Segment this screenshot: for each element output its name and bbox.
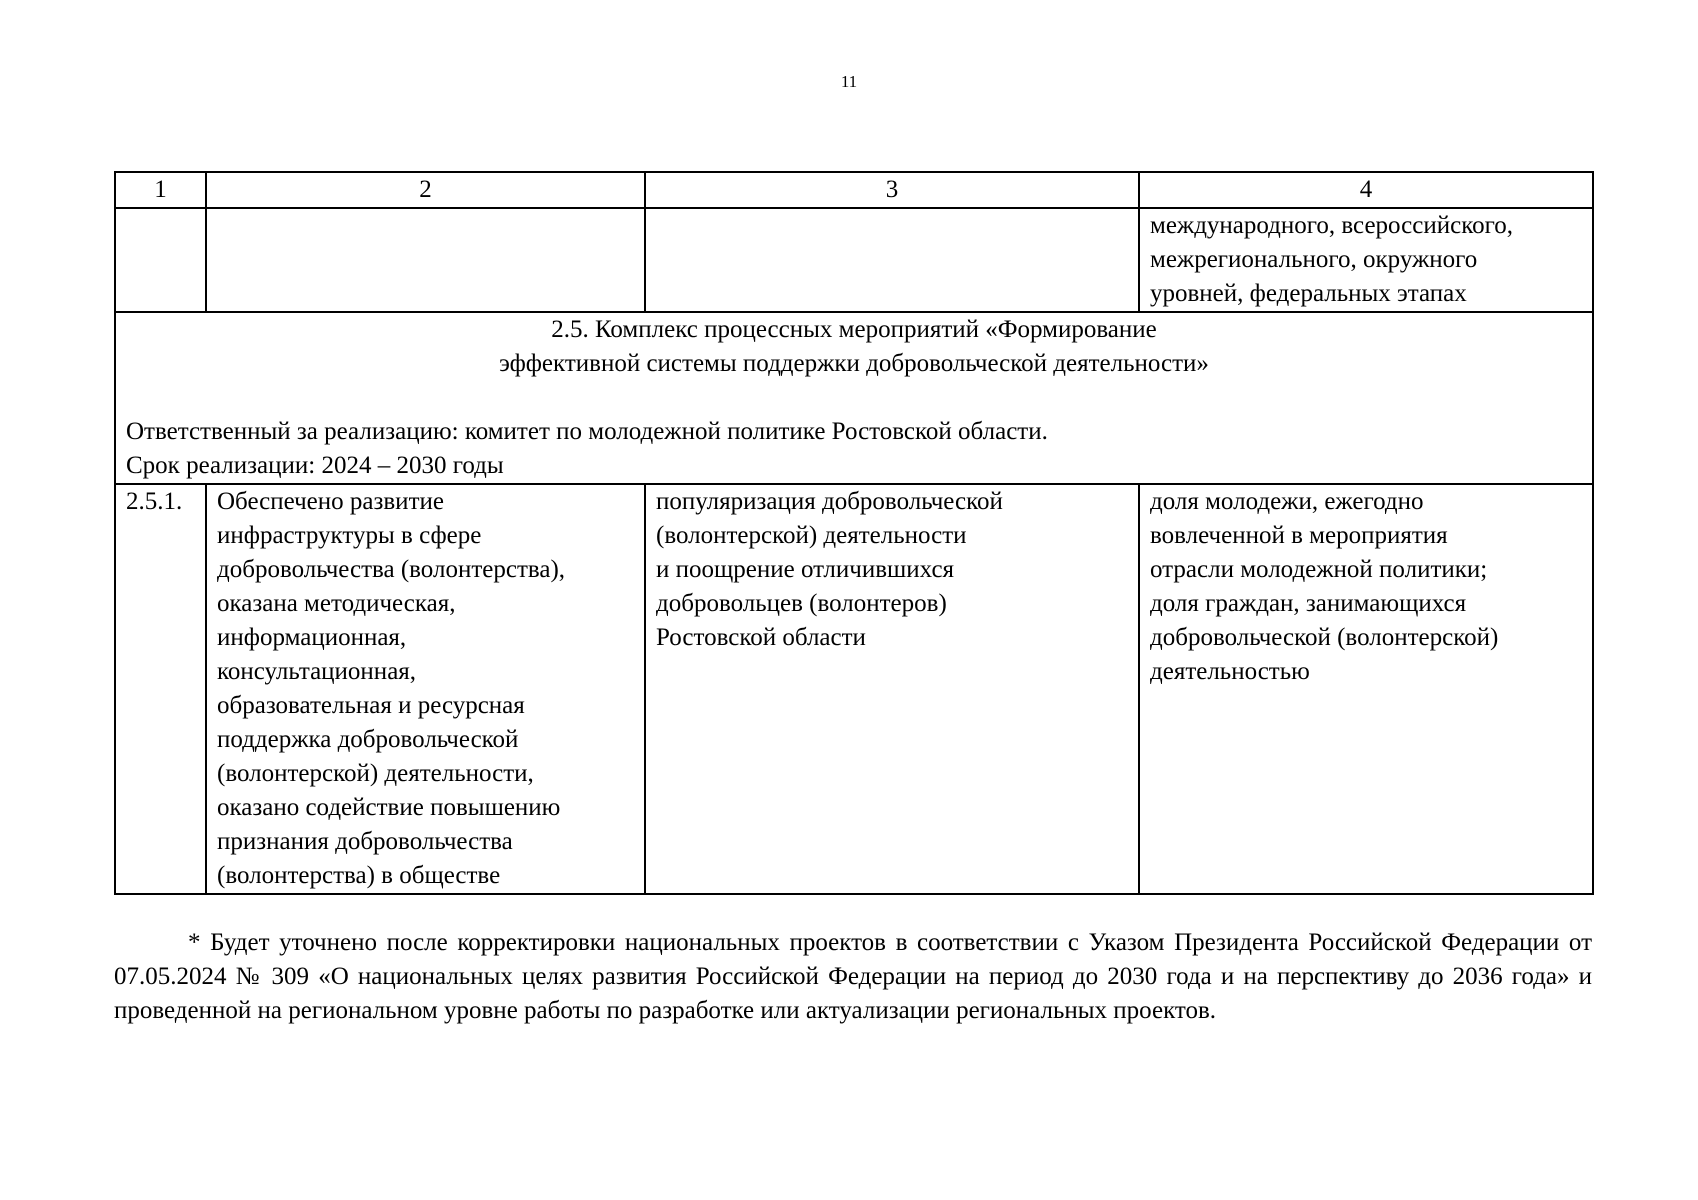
cell-line: (волонтерской) деятельности, bbox=[217, 760, 534, 787]
cell-line: оказана методическая, bbox=[217, 590, 456, 617]
cell-line: образовательная и ресурсная bbox=[217, 692, 525, 719]
cell-line: международного, всероссийского, bbox=[1150, 212, 1513, 239]
table-cell bbox=[645, 484, 1139, 894]
section-cell bbox=[115, 312, 1593, 484]
cell-line: и поощрение отличившихся bbox=[656, 556, 955, 583]
cell-line: популяризация добровольческой bbox=[656, 488, 1003, 515]
column-header: 3 bbox=[645, 172, 1139, 208]
table-cell bbox=[115, 208, 206, 312]
table-cell bbox=[206, 484, 645, 894]
column-header: 4 bbox=[1139, 172, 1593, 208]
column-header: 1 bbox=[115, 172, 206, 208]
cell-line: консультационная, bbox=[217, 658, 417, 685]
cell-line: Обеспечено развитие bbox=[217, 488, 444, 515]
cell-line: Ростовской области bbox=[656, 624, 866, 651]
cell-line: (волонтерской) деятельности bbox=[656, 522, 967, 549]
cell-line: признания добровольчества bbox=[217, 828, 513, 855]
cell-line: отрасли молодежной политики; bbox=[1150, 556, 1488, 583]
section-title-line: 2.5. Комплекс процессных мероприятий «Формирование bbox=[551, 316, 1157, 343]
table-row bbox=[115, 484, 1593, 894]
page-number: 11 bbox=[840, 72, 858, 91]
table-row bbox=[115, 208, 1593, 312]
cell-line: вовлеченной в мероприятия bbox=[1150, 522, 1448, 549]
section-row bbox=[115, 312, 1593, 484]
item-number: 2.5.1. bbox=[115, 484, 206, 894]
cell-line: уровней, федеральных этапах bbox=[1150, 280, 1467, 307]
section-term: Срок реализации: 2024 – 2030 годы bbox=[126, 452, 504, 479]
cell-line: добровольчества (волонтерства), bbox=[217, 556, 566, 583]
cell-line: доля граждан, занимающихся bbox=[1150, 590, 1467, 617]
cell-line: добровольцев (волонтеров) bbox=[656, 590, 947, 617]
cell-line: добровольческой (волонтерской) bbox=[1150, 624, 1499, 651]
section-responsible: Ответственный за реализацию: комитет по молодежной политике Ростовской области. bbox=[126, 418, 1048, 445]
table-cell bbox=[645, 208, 1139, 312]
cell-line: (волонтерства) в обществе bbox=[217, 862, 501, 889]
table-cell bbox=[1139, 208, 1593, 312]
footnote: * Будет уточнено после корректировки национальных проектов в соответствии с Указом Президента Российской Федерации от 07.05.2024 № 309 «О национальных целях развития Российской Федерации на период до 2030 года и на перспективу до 2036 года» и проведенной на региональном уровне работы по разработке или актуализации региональных проектов. bbox=[114, 929, 1592, 1024]
cell-line: информационная, bbox=[217, 624, 407, 651]
table-header-row bbox=[115, 172, 1593, 208]
cell-line: оказано содействие повышению bbox=[217, 794, 561, 821]
section-title bbox=[126, 313, 1582, 381]
cell-line: инфраструктуры в сфере bbox=[217, 522, 482, 549]
column-header: 2 bbox=[206, 172, 645, 208]
cell-line: поддержка добровольческой bbox=[217, 726, 519, 753]
cell-line: межрегионального, окружного bbox=[1150, 246, 1478, 273]
cell-line: доля молодежи, ежегодно bbox=[1150, 488, 1424, 515]
section-title-line: эффективной системы поддержки добровольческой деятельности» bbox=[499, 350, 1209, 377]
table-cell bbox=[1139, 484, 1593, 894]
cell-line: деятельностью bbox=[1150, 658, 1310, 685]
table-cell bbox=[206, 208, 645, 312]
measures-table bbox=[114, 171, 1594, 895]
